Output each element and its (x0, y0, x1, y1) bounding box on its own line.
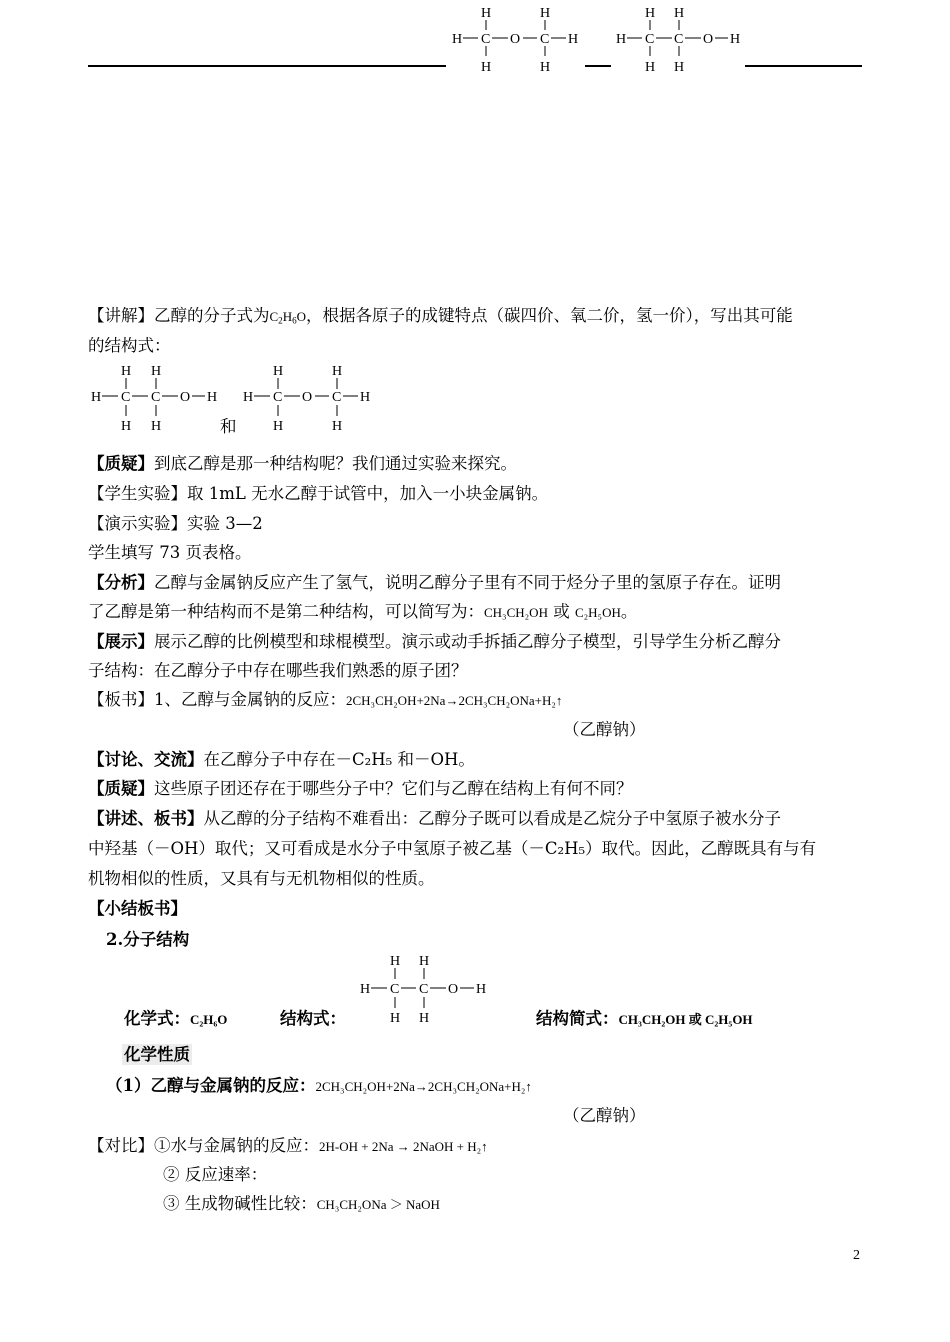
summary-simple-formula (536, 1009, 753, 1030)
compare-item-3-text: ③ 生成物碱性比较： (163, 1194, 317, 1213)
svg-text:H: H (645, 60, 656, 75)
svg-text:C: C (645, 32, 655, 47)
compare-item-1 (88, 1136, 488, 1157)
compare-item-3 (163, 1194, 440, 1215)
explain-text-a: 乙醇的分子式为 (154, 306, 270, 325)
demo-experiment-tag: 【演示实验】 (88, 514, 187, 533)
discussion (88, 750, 475, 770)
analysis-or: 或 (547, 602, 575, 621)
reaction-1-equation: 2CH₃CH₂OH+2Na→2CH₃CH₂ONa+H₂↑ (315, 1079, 532, 1094)
svg-text:H: H (419, 1011, 430, 1026)
question-1-tag: 【质疑】 (88, 454, 154, 473)
summary-chem-formula (124, 1009, 227, 1030)
board-reaction (88, 690, 562, 711)
svg-text:H: H (151, 364, 162, 379)
lecture-tag: 【讲述、板书】 (88, 809, 204, 828)
compare-item-3-equation: CH₃CH₂ONa ＞ NaOH (316, 1197, 440, 1212)
analysis-text-1: 乙醇与金属钠反应产生了氢气，说明乙醇分子里有不同于烃分子里的氢原子存在。证明 (154, 573, 781, 592)
svg-text:H: H (151, 419, 162, 434)
display-tag: 【展示】 (88, 632, 154, 651)
svg-text:C: C (419, 982, 429, 997)
svg-text:H: H (207, 390, 218, 405)
board-tag: 【板书】 (88, 690, 154, 709)
demo-experiment-text: 实验 3—2 (187, 514, 263, 533)
board-equation: 2CH₃CH₂OH+2Na→2CH₃CH₂ONa+H₂↑ (346, 693, 563, 708)
svg-text:H: H (419, 954, 430, 969)
svg-text:H: H (273, 419, 284, 434)
explain-tag: 【讲解】 (88, 306, 154, 325)
svg-text:C: C (540, 32, 550, 47)
svg-text:C: C (273, 390, 283, 405)
discussion-text: 在乙醇分子中存在－C₂H₅ 和－OH。 (203, 750, 475, 769)
simple-formula-label: 结构简式： (536, 1009, 619, 1028)
svg-text:C: C (332, 390, 342, 405)
svg-text:O: O (703, 32, 714, 47)
analysis-tag: 【分析】 (88, 573, 154, 592)
svg-text:H: H (674, 60, 685, 75)
display-line-1 (88, 632, 781, 652)
lecture-text-1: 从乙醇的分子结构不难看出：乙醇分子既可以看成是乙烷分子中氢原子被水分子 (203, 809, 781, 828)
board-note: （乙醇钠） (563, 720, 646, 739)
question-1 (88, 454, 517, 474)
svg-text:H: H (452, 32, 463, 47)
student-experiment (88, 484, 548, 504)
svg-text:C: C (481, 32, 491, 47)
display-line-2: 子结构：在乙醇分子中存在哪些我们熟悉的原子团？ (88, 661, 468, 680)
display-text-1: 展示乙醇的比例模型和球棍模型。演示或动手拆插乙醇分子模型，引导学生分析乙醇分 (154, 632, 781, 651)
svg-text:H: H (390, 954, 401, 969)
fill-table-note: 学生填写 73 页表格。 (88, 543, 252, 562)
compare-item-2: ② 反应速率： (163, 1165, 268, 1184)
answer-line-left (88, 65, 446, 67)
svg-text:H: H (645, 6, 656, 21)
board-text: 1、乙醇与金属钠的反应： (154, 690, 346, 709)
dimethyl-ether-structure-explain (240, 360, 380, 436)
compare-item-1-text: ①水与金属钠的反应： (154, 1136, 319, 1155)
summary-heading-structure: 2.分子结构 (106, 930, 190, 949)
analysis-formula-1: CH₃CH₂OH (484, 605, 548, 620)
chem-formula-label: 化学式： (124, 1009, 190, 1028)
ethanol-structure-explain (88, 360, 228, 436)
summary-heading-properties: 化学性质 (124, 1045, 190, 1064)
explain-text-b: ，根据各原子的成键特点（碳四价、氧二价，氢一价），写出其可能 (306, 306, 793, 325)
question-2 (88, 779, 633, 799)
summary-reaction-1 (106, 1076, 532, 1097)
svg-text:H: H (91, 390, 102, 405)
and-label: 和 (220, 417, 237, 436)
svg-text:H: H (332, 419, 343, 434)
analysis-line-1 (88, 573, 781, 593)
page-number: 2 (853, 1248, 860, 1263)
svg-text:H: H (121, 419, 132, 434)
analysis-line-2 (88, 602, 637, 623)
question-2-tag: 【质疑】 (88, 779, 154, 798)
explain-line-2: 的结构式： (88, 336, 171, 355)
svg-text:H: H (540, 60, 551, 75)
svg-text:C: C (151, 390, 161, 405)
svg-text:H: H (360, 390, 371, 405)
demo-experiment (88, 514, 263, 534)
summary-struct-label: 结构式： (280, 1009, 346, 1028)
svg-text:H: H (481, 6, 492, 21)
discussion-tag: 【讨论、交流】 (88, 750, 204, 769)
svg-text:H: H (568, 32, 579, 47)
dimethyl-ether-structure-top (450, 0, 590, 76)
explain-line-1 (88, 306, 793, 330)
svg-text:O: O (510, 32, 521, 47)
simple-formula-value: CH₃CH₂OH 或 C₂H₅OH (618, 1012, 753, 1027)
svg-text:H: H (273, 364, 284, 379)
chem-formula-value: C₂H₆O (190, 1012, 228, 1027)
svg-text:C: C (390, 982, 400, 997)
ethanol-structure-top (614, 0, 754, 76)
analysis-text-2: 了乙醇是第一种结构而不是第二种结构，可以简写为： (88, 602, 484, 621)
svg-text:H: H (730, 32, 741, 47)
svg-text:C: C (121, 390, 131, 405)
svg-text:H: H (674, 6, 685, 21)
svg-text:H: H (360, 982, 371, 997)
compare-tag: 【对比】 (88, 1136, 154, 1155)
svg-text:H: H (616, 32, 627, 47)
svg-text:H: H (540, 6, 551, 21)
compare-item-1-equation: 2H-OH + 2Na → 2NaOH + H₂↑ (319, 1139, 488, 1154)
answer-line-right (745, 65, 862, 67)
lecture-line-3: 机物相似的性质，又具有与无机物相似的性质。 (88, 869, 435, 888)
reaction-1-note: （乙醇钠） (563, 1106, 646, 1125)
svg-text:H: H (481, 60, 492, 75)
lecture-line-1 (88, 809, 781, 829)
svg-text:H: H (243, 390, 254, 405)
svg-text:O: O (448, 982, 459, 997)
svg-text:O: O (180, 390, 191, 405)
svg-text:O: O (302, 390, 313, 405)
analysis-formula-2: C₂H₅OH (574, 605, 621, 620)
svg-text:H: H (390, 1011, 401, 1026)
summary-tag: 【小结板书】 (88, 899, 187, 918)
analysis-end: 。 (620, 602, 638, 621)
molecular-formula: $C_2H_6O$ (269, 309, 307, 326)
question-2-text: 这些原子团还存在于哪些分子中？它们与乙醇在结构上有何不同？ (154, 779, 633, 798)
lecture-line-2: 中羟基（－OH）取代；又可看成是水分子中氢原子被乙基（－C₂H₅）取代。因此，乙醇既具有与有 (88, 839, 817, 858)
svg-text:H: H (332, 364, 343, 379)
svg-text:C: C (674, 32, 684, 47)
student-experiment-tag: 【学生实验】 (88, 484, 187, 503)
ethanol-structure-summary (357, 950, 497, 1028)
question-1-text: 到底乙醇是那一种结构呢？我们通过实验来探究。 (154, 454, 517, 473)
svg-text:H: H (476, 982, 487, 997)
svg-text:H: H (121, 364, 132, 379)
reaction-1-label: （1）乙醇与金属钠的反应： (106, 1076, 316, 1095)
student-experiment-text: 取 1mL 无水乙醇于试管中，加入一小块金属钠。 (187, 484, 549, 503)
